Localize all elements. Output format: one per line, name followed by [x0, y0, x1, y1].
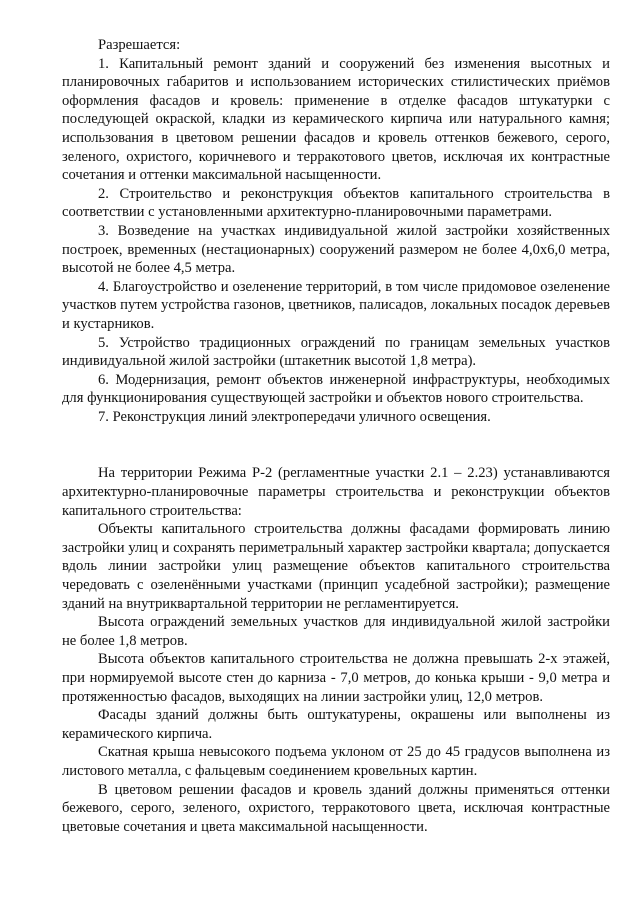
allowed-item-4: 4. Благоустройство и озеленение территорий, в том числе придомовое озеленение участков путем устройства газонов, цветников, палисадов, локальных посадок деревьев и кустарников. [62, 278, 610, 332]
allowed-item-3: 3. Возведение на участках индивидуальной жилой застройки хозяйственных построек, временных (нестационарных) сооружений размером не более 4,0х6,0 метра, высотой не более 4,5 метра. [62, 222, 610, 277]
param-paragraph-1: Объекты капитального строительства должны фасадами формировать линию застройки улиц и сохранять периметральный характер застройки квартала; допускается вдоль линии застройки улиц размещение объектов капитального строительства чередовать с озеленёнными участками (принцип усадебной застройки); размещение зданий на внутриквартальной территории не регламентируется. [62, 521, 610, 612]
document-body [62, 36, 610, 836]
allowed-item-7: 7. Реконструкция линий электропередачи уличного освещения. [98, 408, 491, 425]
allowed-item-1: 1. Капитальный ремонт зданий и сооружений без изменения высотных и планировочных габаритов и использованием исторических стилистических приёмов оформления фасадов и кровель: применение в отделке фасадов штукатурки с последующей окраской, кладки из керамического кирпича или натурального камня; использования в цветовом решении фасадов и кровель оттенков бежевого, серого, зеленого, охристого, коричневого и терракотового цветов, исключая их контрастные сочетания и оттенки максимальной насыщенности. [62, 55, 610, 184]
allowed-heading: Разрешается: [98, 37, 181, 53]
allowed-item-6: 6. Модернизация, ремонт объектов инженерной инфраструктуры, необходимых для функционирования существующей застройки и объектов нового строительства. [62, 371, 610, 407]
param-paragraph-5: Скатная крыша невысокого подъема уклоном от 25 до 45 градусов выполнена из листового металла, с фальцевым соединением кровельных картин. [62, 744, 610, 779]
allowed-item-5: 5. Устройство традиционных ограждений по границам земельных участков индивидуальной жилой застройки (штакетник высотой 1,8 метра). [62, 334, 610, 370]
section-spacer [62, 426, 610, 445]
section-spacer [62, 445, 610, 464]
allowed-item-2: 2. Строительство и реконструкция объектов капитального строительства в соответствии с установленными архитектурно-планировочными параметрами. [62, 185, 610, 221]
param-paragraph-2: Высота ограждений земельных участков для индивидуальной жилой застройки не более 1,8 метров. [62, 614, 610, 649]
param-paragraph-3: Высота объектов капитального строительства не должна превышать 2-х этажей, при нормируемой высоте стен до карниза - 7,0 метров, до конька крыши - 9,0 метра и протяженностью фасадов, выходящих на линии застройки улиц, 12,0 метров. [62, 651, 610, 705]
regime-intro: На территории Режима Р-2 (регламентные участки 2.1 – 2.23) устанавливаются архитектурно-планировочные параметры строительства и реконструкции объектов капитального строительства: [62, 465, 610, 519]
param-paragraph-6: В цветовом решении фасадов и кровель зданий должны применяться оттенки бежевого, серого, зеленого, охристого, терракотового цвета, исключая контрастные цветовые сочетания и цвета максимальной насыщенности. [62, 781, 610, 835]
param-paragraph-4: Фасады зданий должны быть оштукатурены, окрашены или выполнены из керамического кирпича. [62, 707, 610, 742]
